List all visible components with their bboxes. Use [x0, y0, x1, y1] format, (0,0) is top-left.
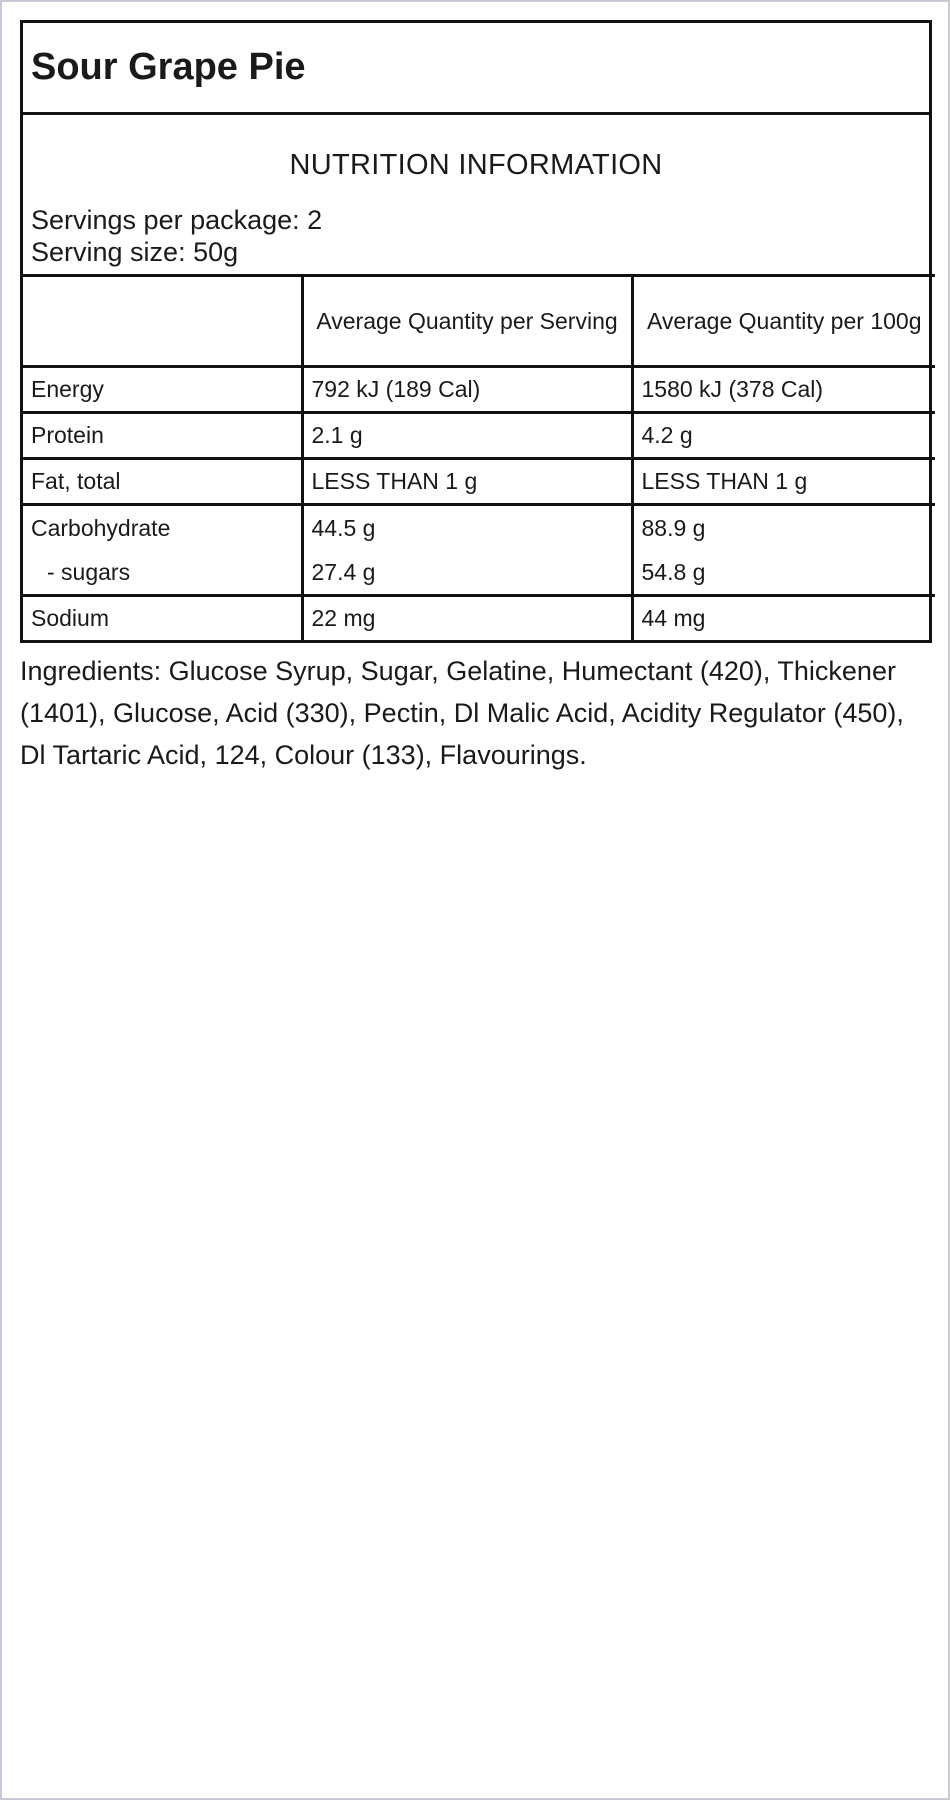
per-serving-value: 792 kJ (189 Cal) — [302, 367, 632, 413]
nutrition-label — [20, 20, 932, 643]
per-100g-value: 44 mg — [632, 596, 935, 641]
nutrient-name: Fat, total — [23, 459, 302, 505]
nutrient-name: Protein — [23, 413, 302, 459]
per-serving-value: 22 mg — [302, 596, 632, 641]
sub-per-100g-value: 54.8 g — [641, 559, 706, 585]
nutrient-name: Sodium — [23, 596, 302, 641]
nutrient-name: Energy — [23, 367, 302, 413]
table-row — [23, 459, 935, 505]
per-serving-value: 44.5 g — [311, 515, 376, 541]
per-100g-value: 4.2 g — [632, 413, 935, 459]
table-row — [23, 413, 935, 459]
column-header-nutrient — [23, 276, 302, 367]
sub-per-serving-value: 27.4 g — [311, 559, 376, 585]
nutrient-name: Carbohydrate — [31, 515, 171, 541]
per-100g-value: 88.9 g — [641, 515, 706, 541]
table-row — [23, 596, 935, 641]
per-100g-value: LESS THAN 1 g — [632, 459, 935, 505]
nutrition-table — [23, 274, 935, 640]
column-header-per-serving: Average Quantity per Serving — [302, 276, 632, 367]
table-row — [23, 505, 935, 596]
per-serving-cell — [302, 505, 632, 596]
per-serving-value: 2.1 g — [302, 413, 632, 459]
table-header-row — [23, 276, 935, 367]
table-row — [23, 367, 935, 413]
ingredients-list: Ingredients: Glucose Syrup, Sugar, Gelatine, Humectant (420), Thickener (1401), Glucose, Acid (330), Pectin, Dl Malic Acid, Acidity Regulator (450), Dl Tartaric Acid, 124, Colour (133), Flavourings. — [20, 656, 904, 770]
sub-nutrient-name: - sugars — [47, 559, 131, 585]
product-title: Sour Grape Pie — [23, 23, 929, 115]
nutrient-name-cell — [23, 505, 302, 596]
per-100g-value: 1580 kJ (378 Cal) — [632, 367, 935, 413]
per-serving-value: LESS THAN 1 g — [302, 459, 632, 505]
serving-size: Serving size: 50g — [31, 237, 239, 267]
column-header-per-100g: Average Quantity per 100g — [632, 276, 935, 367]
per-100g-cell — [632, 505, 935, 596]
servings-per-package: Servings per package: 2 — [31, 205, 323, 235]
nutrition-heading: NUTRITION INFORMATION — [289, 149, 663, 181]
nutrition-header — [23, 115, 929, 274]
